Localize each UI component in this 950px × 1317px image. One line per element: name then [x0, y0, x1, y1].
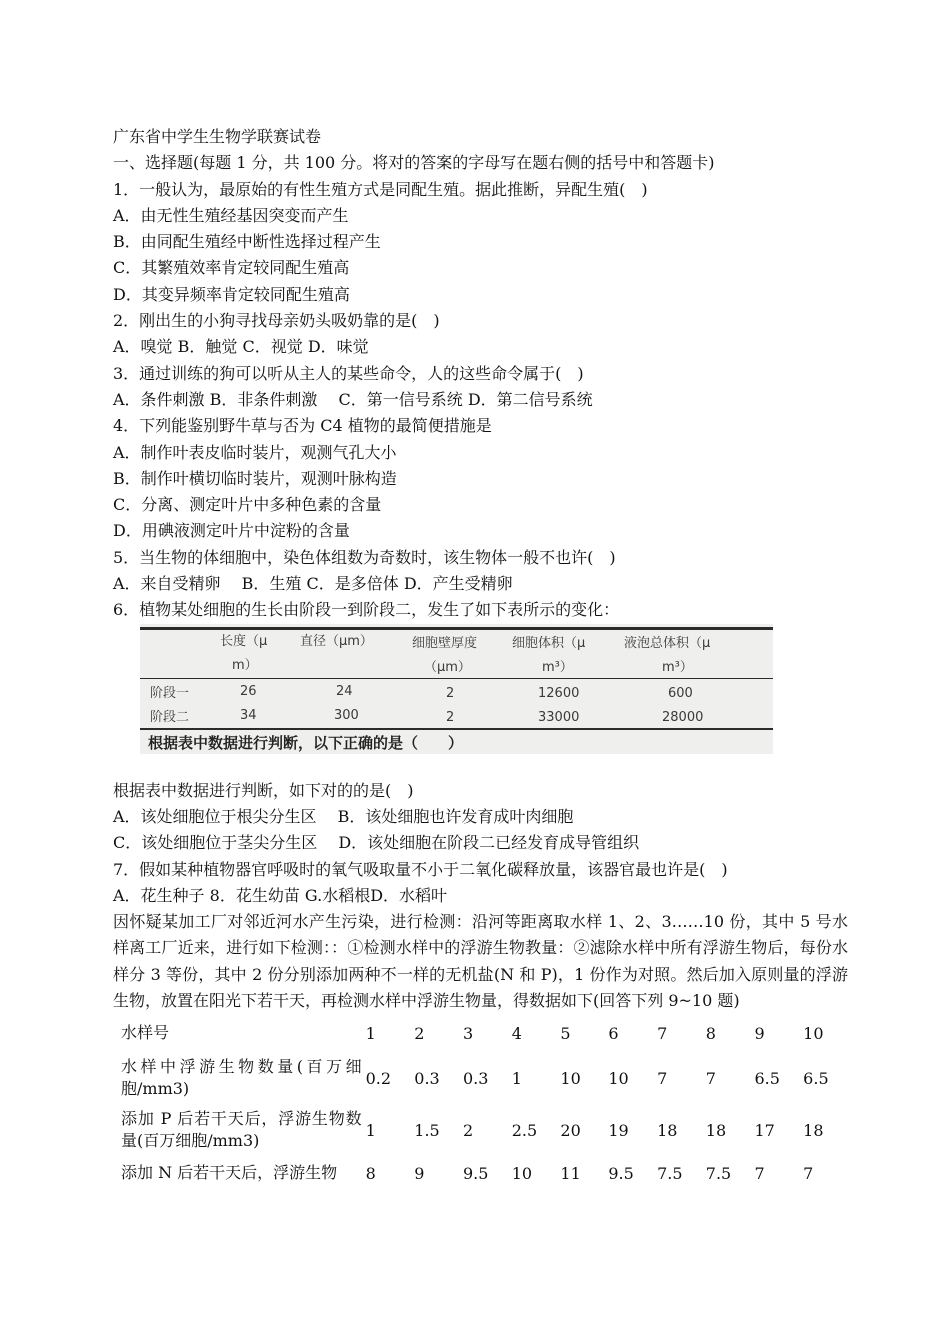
table-cell: 7 — [657, 1068, 668, 1088]
table-cell: 7.5 — [705, 1163, 732, 1183]
scan-row-label: 阶段二 — [150, 709, 190, 725]
table-cell: 7 — [705, 1068, 716, 1088]
table-cell: 1 — [365, 1023, 376, 1043]
table-cell: 10 — [803, 1023, 824, 1043]
table-cell: 4 — [511, 1023, 522, 1043]
experiment-paragraph: 因怀疑某加工厂对邻近河水产生污染，进行检测：沿河等距离取水样 1、2、3……10 份，其中 5 号水样离工厂近来，进行如下检测：：①检测水样中的浮游生物教量：②滤除水样中所有浮游生物后，每份水样分 3 等份，其中 2 份分别添加两种不一样的无机盐(N 和 P)，1 份作为对照。然后加入原则量的浮游生物，放置在阳光下若干天，再检测水样中浮游生物量，得数据如下(回答下列 9~10 题) — [113, 912, 848, 1011]
scan-cell: 26 — [240, 683, 257, 699]
text-line: 2．刚出生的小狗寻找母亲奶头吸奶靠的是( ) — [113, 311, 440, 331]
text-line: 6．植物某处细胞的生长由阶段一到阶段二，发生了如下表所示的变化： — [113, 600, 620, 620]
text-line: A．条件刺激 B．非条件刺激 C．第一信号系统 D．第二信号系统 — [113, 389, 593, 409]
table-cell: 2.5 — [511, 1120, 538, 1140]
table-header-rule — [140, 678, 773, 679]
table-cell: 7 — [657, 1023, 668, 1043]
spacer — [113, 754, 848, 778]
page-title: 广东省中学生生物学联赛试卷 — [113, 127, 322, 146]
text-line: A．由无性生殖经基因突变而产生 — [113, 205, 349, 225]
table-cell: 10 — [511, 1163, 533, 1183]
table-row — [115, 1156, 848, 1190]
text-line: C．该处细胞位于茎尖分生区 D．该处细胞在阶段二已经发育成导管组织 — [113, 833, 640, 853]
text-line: B．制作叶横切临时装片，观测叶脉构造 — [113, 468, 397, 488]
table-cell: 11 — [560, 1163, 581, 1183]
scan-cell: 300 — [334, 707, 359, 723]
text-line: A．制作叶表皮临时装片，观测气孔大小 — [113, 442, 397, 462]
table-cell: 8 — [365, 1163, 376, 1183]
text-line: 1．一般认为，最原始的有性生殖方式是同配生殖。据此推断，异配生殖( ) — [113, 179, 648, 199]
table-cell: 10 — [560, 1068, 581, 1088]
scanned-table-image — [140, 624, 773, 754]
table-cell: 2 — [462, 1120, 474, 1140]
scan-caption: 根据表中数据进行判断，以下正确的是（ ） — [148, 733, 464, 752]
table-cell: 7 — [803, 1163, 814, 1183]
scan-header-length: 长度（μ — [220, 633, 268, 649]
table-cell: 7 — [754, 1163, 765, 1183]
table-cell: 9 — [754, 1023, 765, 1043]
table-cell: 0.2 — [365, 1068, 392, 1088]
scan-cell: 28000 — [662, 709, 704, 725]
table-row-label: 添加 N 后若干天后，浮游生物 — [121, 1163, 338, 1183]
table-bottom-rule — [140, 728, 773, 730]
scan-header-volume-unit: m³） — [542, 659, 573, 675]
scan-cell: 34 — [240, 707, 257, 723]
text-line: A．来自受精卵 B．生殖 C．是多倍体 D．产生受精卵 — [113, 574, 513, 594]
questions-6-7 — [113, 778, 848, 909]
table-cell: 18 — [657, 1120, 678, 1140]
table-cell: 18 — [705, 1120, 727, 1140]
scan-cell: 12600 — [538, 685, 580, 701]
scan-cell: 33000 — [538, 709, 580, 725]
table-row — [115, 1014, 848, 1052]
table-cell: 1 — [365, 1120, 376, 1140]
scan-header-wall-unit: （μm） — [424, 659, 471, 675]
water-sample-table — [115, 1014, 848, 1190]
text-line: D．其变异频率肯定较同配生殖高 — [113, 284, 350, 304]
table-cell: 6 — [608, 1023, 619, 1043]
table-cell: 3 — [462, 1023, 474, 1043]
scan-cell: 2 — [446, 709, 455, 725]
table-cell: 8 — [705, 1023, 716, 1043]
table-cell: 1.5 — [414, 1120, 440, 1140]
scan-cell: 24 — [336, 683, 353, 699]
table-cell: 9.5 — [462, 1163, 489, 1183]
table-cell: 20 — [560, 1120, 581, 1140]
text-line: A．该处细胞位于根尖分生区 B．该处细胞也许发育成叶肉细胞 — [113, 806, 574, 826]
scan-header-vacuole-unit: m³） — [662, 659, 693, 675]
scan-header-length-unit: m） — [232, 657, 258, 673]
document-page — [113, 124, 848, 1190]
table-cell: 1 — [511, 1068, 522, 1088]
scan-header-wall: 细胞壁厚度 — [412, 635, 478, 651]
table-cell: 18 — [803, 1120, 824, 1140]
section-heading: 一、选择题(每题 1 分，共 100 分。将对的答案的字母写在题右侧的括号中和答题卡) — [113, 153, 715, 173]
table-cell: 0.3 — [462, 1068, 489, 1088]
table-cell: 5 — [560, 1023, 571, 1043]
scan-header-vacuole: 液泡总体积（μ — [624, 635, 711, 651]
table-cell: 9.5 — [608, 1163, 634, 1183]
text-line: 4．下列能鉴别野牛草与否为 C4 植物的最简便措施是 — [113, 416, 492, 436]
table-row-label: 添加 P 后若干天后，浮游生物数量(百万细胞/mm3) — [121, 1109, 362, 1151]
table-cell: 6.5 — [754, 1068, 780, 1088]
text-line: 7．假如某种植物器官呼吸时的氧气吸取量不小于二氧化碳释放量，该器官最也许是( ) — [113, 859, 728, 879]
table-cell: 0.3 — [414, 1068, 440, 1088]
text-line: A．嗅觉 B．触觉 C．视觉 D．味觉 — [113, 337, 369, 357]
text-line: 3．通过训练的狗可以听从主人的某些命令，人的这些命令属于( ) — [113, 363, 584, 383]
table-row-label: 水样中浮游生物数量(百万细胞/mm3) — [121, 1057, 362, 1099]
table-row — [115, 1104, 848, 1156]
text-line: C．其繁殖效率肯定较同配生殖高 — [113, 258, 350, 278]
scan-row-label: 阶段一 — [150, 685, 190, 701]
table-cell: 17 — [754, 1120, 775, 1140]
table-cell: 7.5 — [657, 1163, 683, 1183]
table-cell: 10 — [608, 1068, 629, 1088]
table-row — [115, 1052, 848, 1104]
table-header-label: 水样号 — [121, 1023, 170, 1043]
scan-cell: 600 — [668, 685, 693, 701]
text-line: A．花生种子 8．花生幼苗 G.水稻根D．水稻叶 — [113, 885, 448, 905]
scan-header-volume: 细胞体积（μ — [512, 635, 586, 651]
table-cell: 9 — [414, 1163, 425, 1183]
table-cell: 2 — [414, 1023, 425, 1043]
text-line: 根据表中数据进行判断，如下对的的是( ) — [113, 780, 414, 800]
table-cell: 19 — [608, 1120, 629, 1140]
scan-header-diameter: 直径（μm） — [300, 633, 373, 649]
text-line: D．用碘液测定叶片中淀粉的含量 — [113, 521, 350, 541]
text-line: 5．当生物的体细胞中，染色体组数为奇数时，该生物体一般不也许( ) — [113, 547, 616, 567]
questions-1-6 — [113, 177, 848, 624]
scan-cell: 2 — [446, 685, 455, 701]
text-line: B．由同配生殖经中断性选择过程产生 — [113, 232, 381, 252]
table-cell: 6.5 — [803, 1068, 829, 1088]
text-line: C．分离、测定叶片中多种色素的含量 — [113, 495, 382, 515]
